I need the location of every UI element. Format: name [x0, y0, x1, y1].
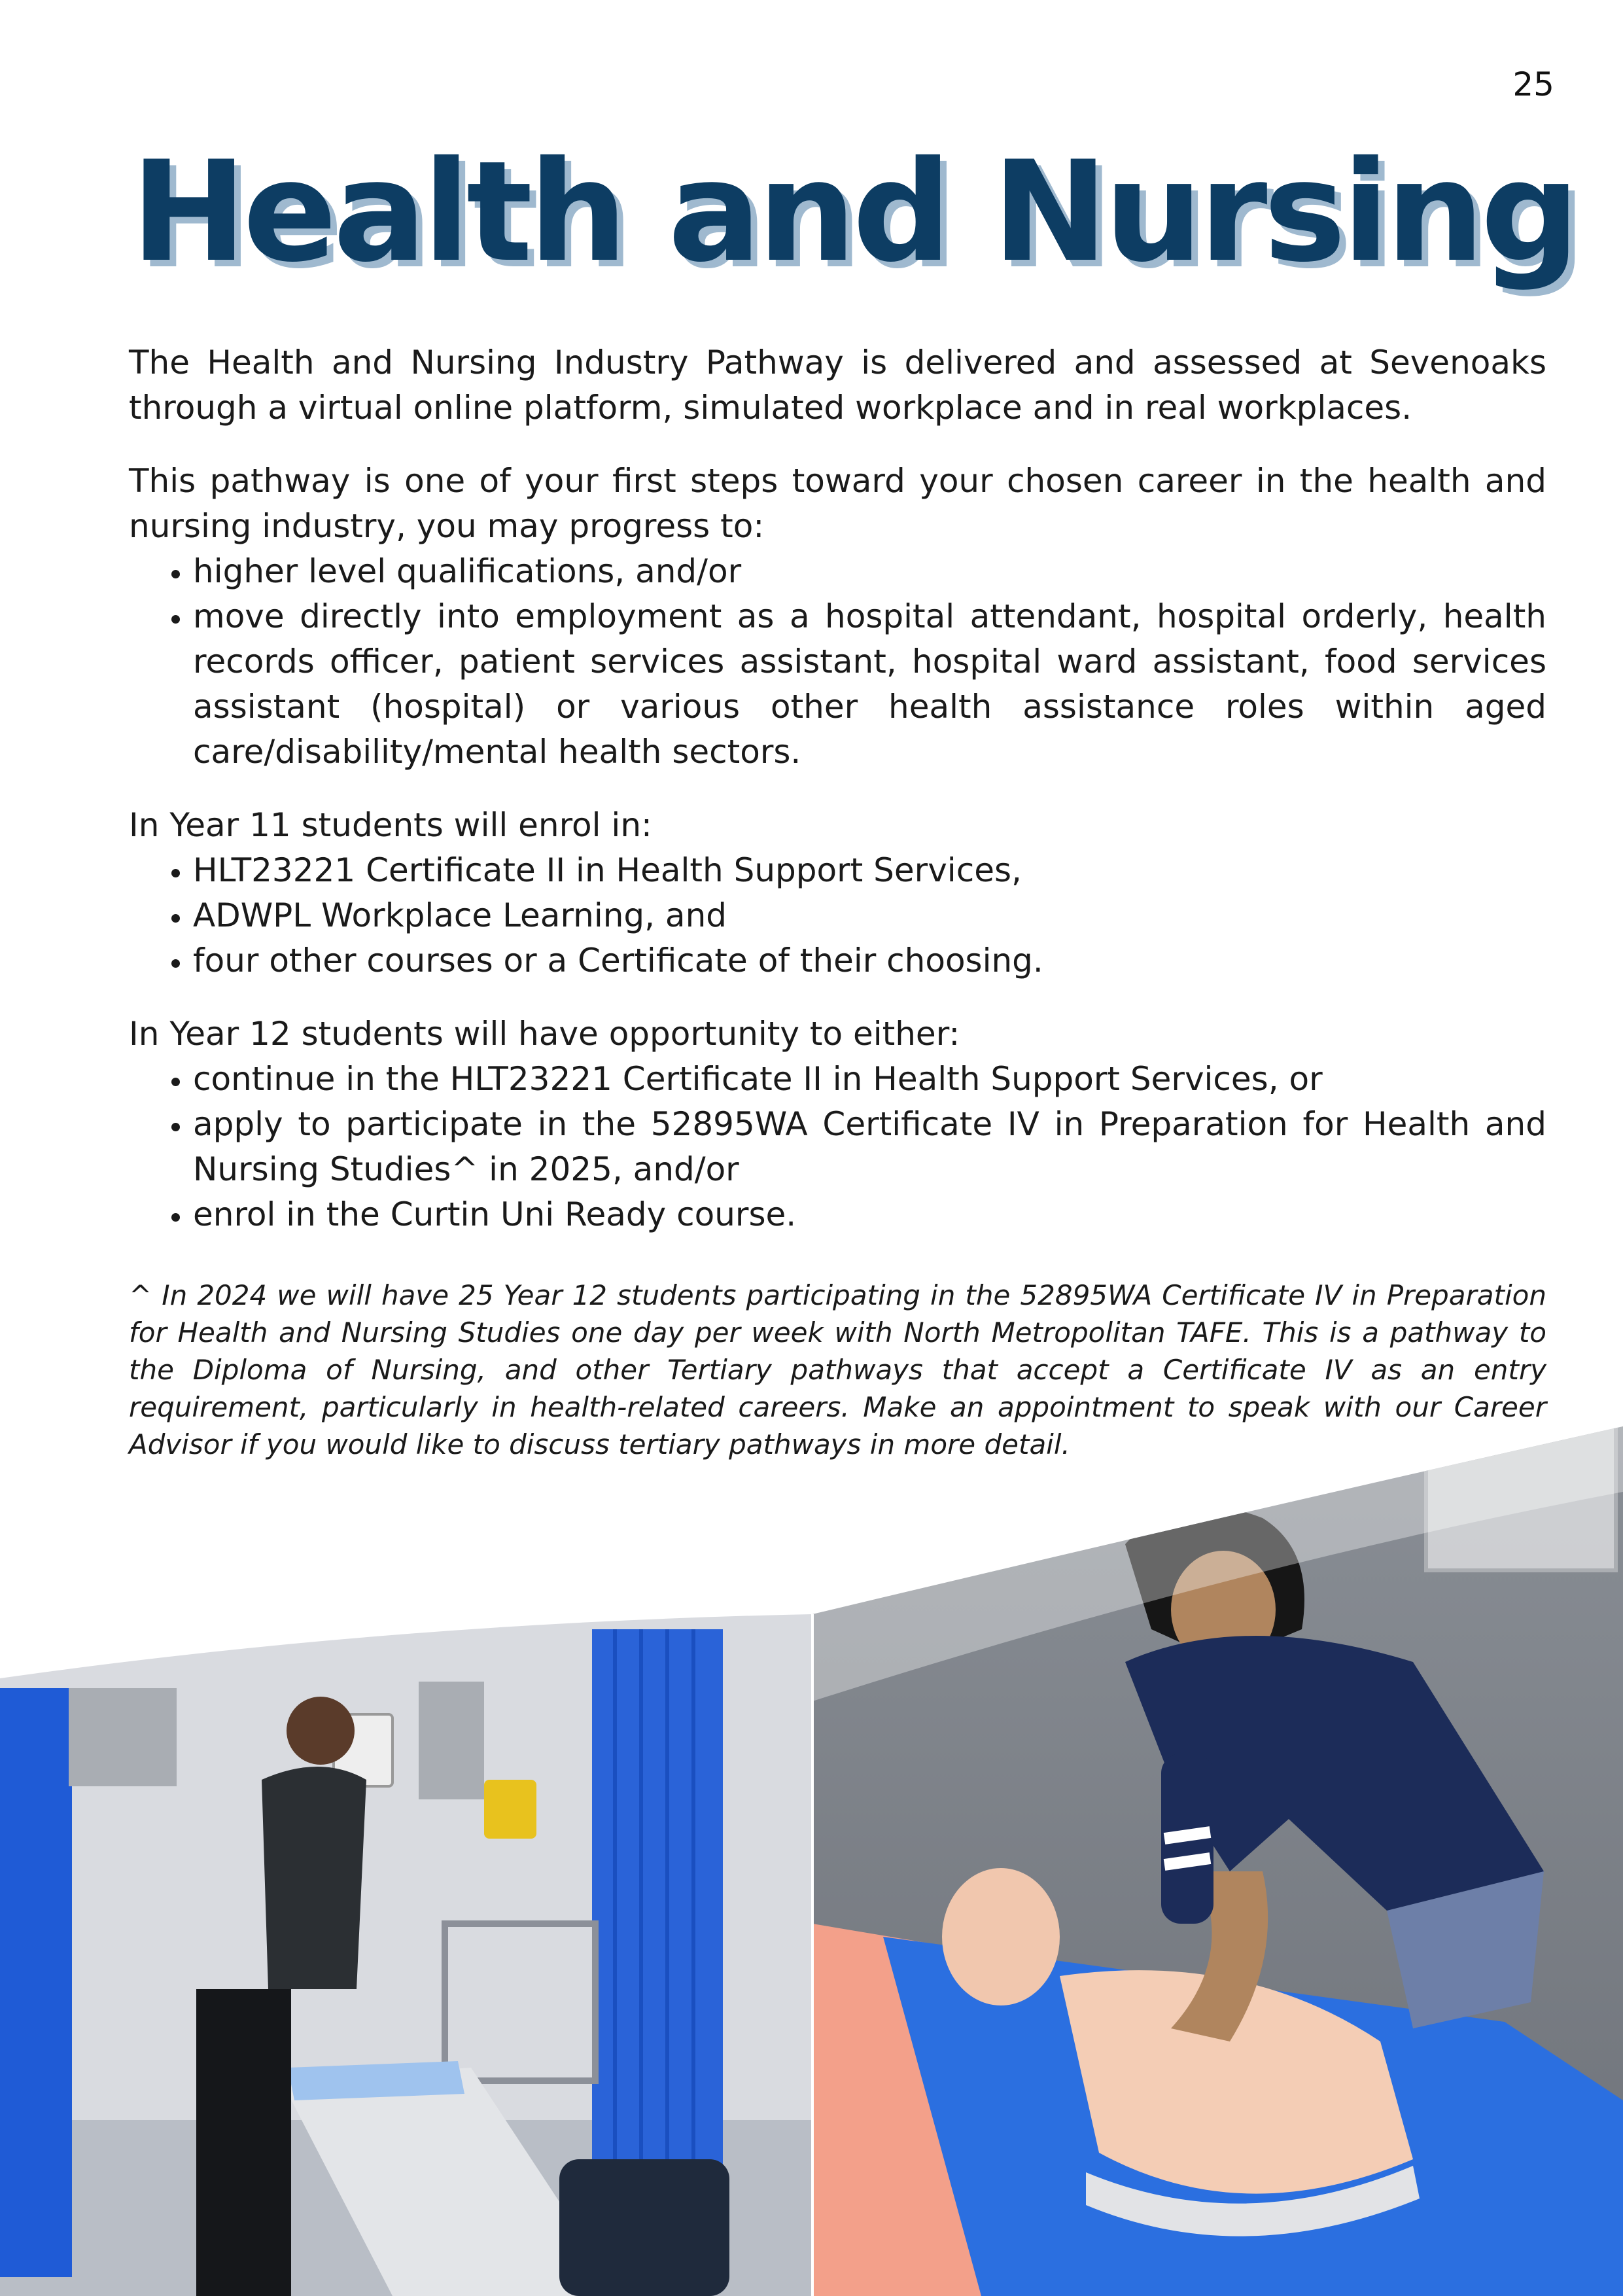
list-item: • higher level qualifications, and/or: [193, 549, 1546, 594]
list-item: • apply to participate in the 52895WA Certificate IV in Preparation for Health and Nursing Studies^ in 2025, and/or: [193, 1102, 1546, 1192]
main-content: [129, 340, 1546, 1491]
year11-heading: In Year 11 students will enrol in:: [129, 806, 652, 844]
year12-heading: In Year 12 students will have opportunity to either:: [129, 1015, 960, 1053]
intro-paragraph-1: The Health and Nursing Industry Pathway is delivered and assessed at Sevenoaks through a virtual online platform, simulated workplace and in real workplaces.: [129, 344, 1546, 427]
list-item: • enrol in the Curtin Uni Ready course.: [193, 1192, 1546, 1237]
year11-list: [129, 848, 1546, 983]
list-item: • ADWPL Workplace Learning, and: [193, 893, 1546, 938]
list-item: • HLT23221 Certificate II in Health Support Services,: [193, 848, 1546, 893]
list-item: • four other courses or a Certificate of their choosing.: [193, 938, 1546, 983]
year12-list: [129, 1057, 1546, 1237]
photo-hospital-ward: [0, 1610, 812, 2296]
page-number: 25: [1512, 65, 1554, 103]
photo-collage: [0, 1413, 1623, 2296]
list-item: • move directly into employment as a hospital attendant, hospital orderly, health records officer, patient services assistant, hospital ward assistant, food services assistant (hospital) or various other health assistance roles within aged care/disability/mental health sectors.: [193, 594, 1546, 775]
footnote: ^ In 2024 we will have 25 Year 12 students participating in the 52895WA Certificate IV in Preparation for Health and Nursing Studies one day per week with North Metropolitan TAFE. This is a pathway to the Diploma of Nursing, and other Tertiary pathways that accept a Certificate IV as an entry requirement, particularly in health-related careers. Make an appointment to speak with our Career Advisor if you would like to discuss tertiary pathways in more detail.: [129, 1279, 1546, 1460]
list-item: • continue in the HLT23221 Certificate II in Health Support Services, or: [193, 1057, 1546, 1102]
page-title: Health and Nursing: [131, 131, 1576, 292]
progress-list: [129, 549, 1546, 775]
intro-paragraph-2: This pathway is one of your first steps toward your chosen career in the health and nursing industry, you may progress to:: [129, 462, 1546, 545]
